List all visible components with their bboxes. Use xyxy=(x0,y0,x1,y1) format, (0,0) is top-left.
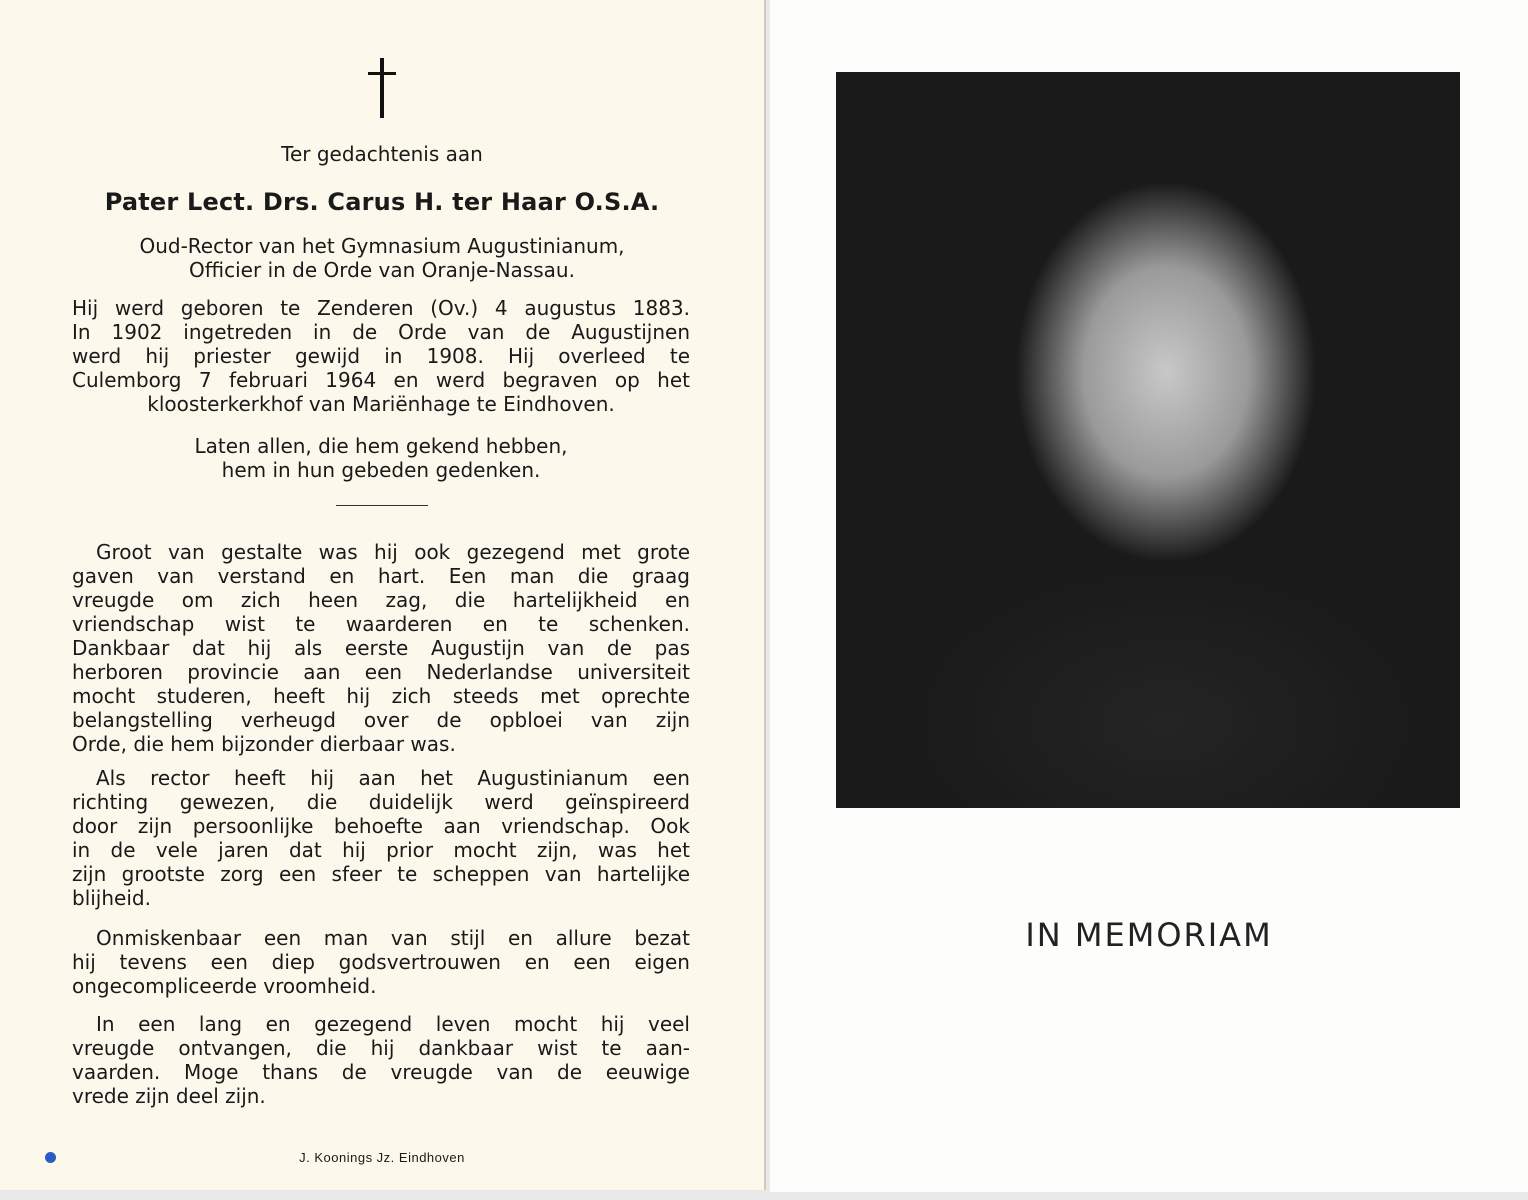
paragraph-line: belangstelling verheugd over de opbloei van zijn xyxy=(72,708,690,732)
bio-line: kloosterkerkhof van Mariënhage te Eindhoven. xyxy=(147,392,615,416)
paragraph-line: herboren provincie aan een Nederlandse universiteit xyxy=(72,660,690,684)
memorial-card-back xyxy=(0,0,766,1190)
paragraph-line: Dankbaar dat hij als eerste Augustijn van de pas xyxy=(72,636,690,660)
paragraph-line: vrede zijn deel zijn. xyxy=(72,1084,266,1108)
paragraph-line: door zijn persoonlijke behoefte aan vriendschap. Ook xyxy=(72,814,690,838)
bio-line: Culemborg 7 februari 1964 en werd begraven op het xyxy=(72,368,690,392)
prayer-line: Laten allen, die hem gekend hebben, xyxy=(194,434,568,458)
paragraph-line: ongecompliceerde vroomheid. xyxy=(72,974,377,998)
cross-icon xyxy=(362,56,402,120)
intro-text: Ter gedachtenis aan xyxy=(281,142,483,166)
paragraph-line: hij tevens een diep godsvertrouwen en een eigen xyxy=(72,950,690,974)
paragraph xyxy=(72,1012,690,1108)
paragraph-line: in de vele jaren dat hij prior mocht zijn, was het xyxy=(72,838,690,862)
bio-line: In 1902 ingetreden in de Orde van de Augustijnen xyxy=(72,320,690,344)
paragraph xyxy=(72,540,690,756)
paragraph-line: richting gewezen, die duidelijk werd geïnspireerd xyxy=(72,790,690,814)
in-memoriam-caption: IN MEMORIAM xyxy=(1025,916,1273,954)
paragraph-line: vriendschap wist te waarderen en te schenken. xyxy=(72,612,690,636)
paragraph-line: Groot van gestalte was hij ook gezegend met grote xyxy=(96,540,690,564)
paragraph-line: zijn grootste zorg een sfeer te scheppen van hartelijke xyxy=(72,862,690,886)
prayer-line: hem in hun gebeden gedenken. xyxy=(221,458,541,482)
paragraph-line: vaarden. Moge thans de vreugde van de eeuwige xyxy=(72,1060,690,1084)
paragraph-line: vreugde ontvangen, die hij dankbaar wist te aan- xyxy=(72,1036,690,1060)
title-line: Officier in de Orde van Oranje-Nassau. xyxy=(189,258,575,282)
divider xyxy=(336,505,428,506)
deceased-name: Pater Lect. Drs. Carus H. ter Haar O.S.A. xyxy=(104,188,660,216)
biography xyxy=(72,296,690,416)
titles xyxy=(60,234,704,282)
bio-line: werd hij priester gewijd in 1908. Hij overleed te xyxy=(72,344,690,368)
paragraph-line: In een lang en gezegend leven mocht hij veel xyxy=(96,1012,690,1036)
paragraph-line: Als rector heeft hij aan het Augustinianum een xyxy=(96,766,690,790)
paragraph xyxy=(72,926,690,998)
paragraph-line: vreugde om zich heen zag, die hartelijkheid en xyxy=(72,588,690,612)
paragraph-line: mocht studeren, heeft hij zich steeds met oprechte xyxy=(72,684,690,708)
paragraph-line: gaven van verstand en hart. Een man die graag xyxy=(72,564,690,588)
paragraph-line: Orde, die hem bijzonder dierbaar was. xyxy=(72,732,456,756)
title-line: Oud-Rector van het Gymnasium Augustinianum, xyxy=(139,234,625,258)
prayer xyxy=(72,434,690,482)
paragraph-line: Onmiskenbaar een man van stijl en allure bezat xyxy=(96,926,690,950)
bio-line: Hij werd geboren te Zenderen (Ov.) 4 augustus 1883. xyxy=(72,296,690,320)
portrait-photo xyxy=(836,72,1460,808)
printer-credit: J. Koonings Jz. Eindhoven xyxy=(299,1150,465,1165)
paragraph-line: blijheid. xyxy=(72,886,151,910)
paragraph xyxy=(72,766,690,910)
